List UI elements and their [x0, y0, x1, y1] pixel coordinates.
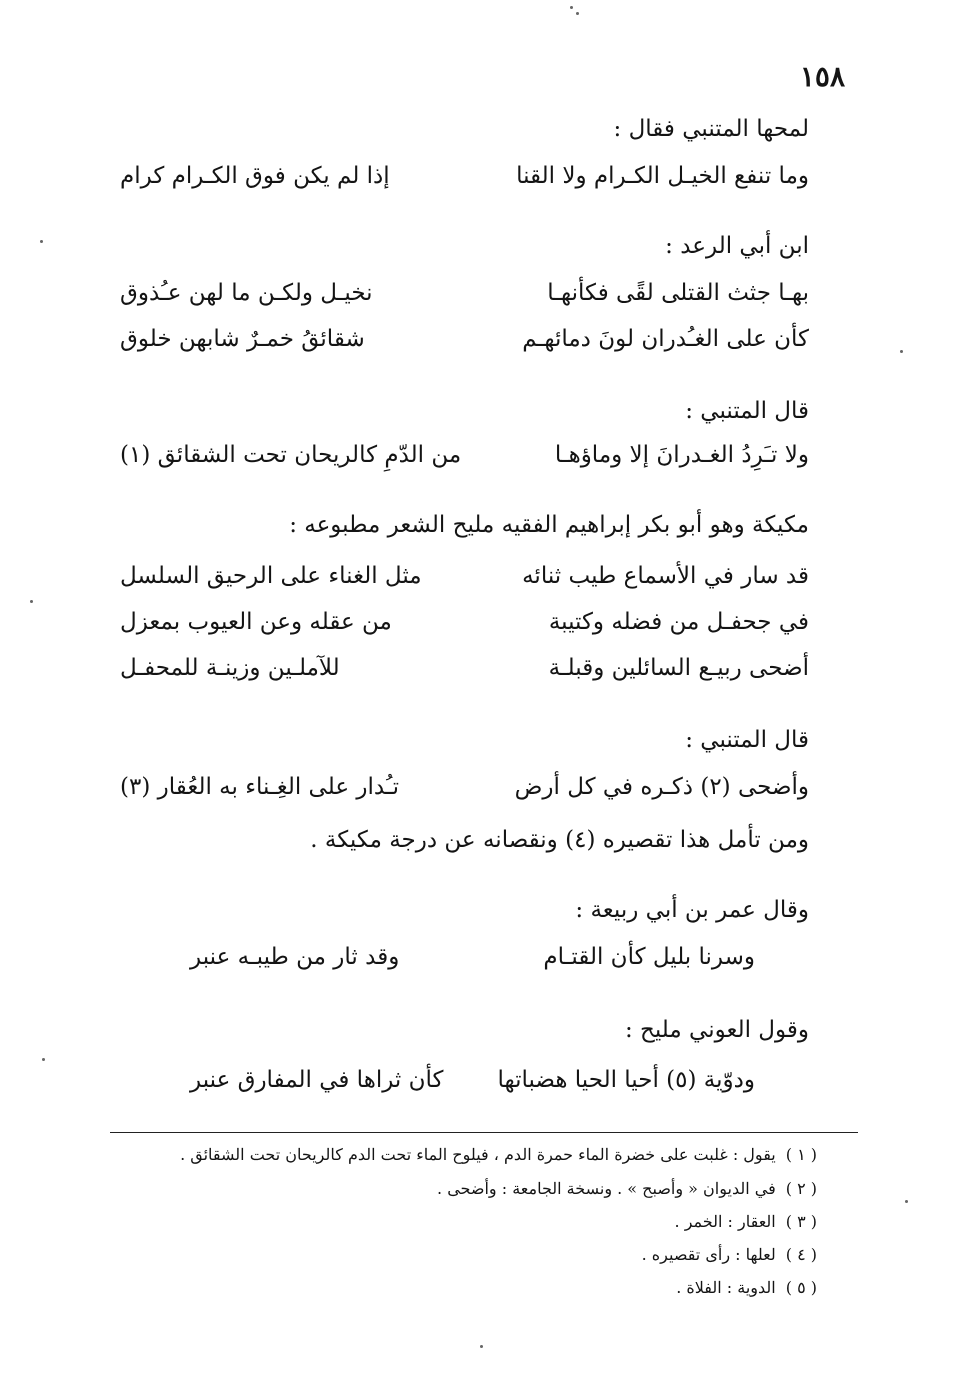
footnote-number: ( ٥ )	[785, 1278, 817, 1297]
verse-line	[190, 1067, 755, 1103]
page-number: ١٥٨	[799, 60, 845, 93]
footnote	[676, 1278, 817, 1297]
scan-speck	[900, 350, 903, 353]
footnote-separator	[110, 1132, 858, 1133]
footnote-number: ( ٢ )	[785, 1179, 817, 1198]
prose-line-commentary: ومن تأمل هذا تقصيره (٤) ونقصانه عن درجة مكيكة .	[310, 827, 809, 853]
verse-second-hemistich: نخيـل ولكـن ما لهن عـُذوق	[120, 280, 373, 306]
verse-second-hemistich: كأن ثراها في المفارق عنبر	[190, 1067, 444, 1093]
prose-line-umar-ibn-abi-rabia: وقال عمر بن أبي ربيعة :	[575, 897, 809, 923]
verse-line	[120, 655, 809, 691]
verse-line	[120, 609, 809, 645]
scan-speck	[576, 12, 579, 15]
footnote	[675, 1212, 817, 1231]
footnote-text: العقار : الخمر .	[674, 1212, 776, 1231]
verse-second-hemistich: إذا لم يكن فوق الكـرام كرام	[120, 163, 390, 189]
verse-second-hemistich: مثل الغناء على الرحيق السلسل	[120, 563, 422, 589]
scan-speck	[905, 1200, 908, 1203]
verse-second-hemistich: للآملـين وزينـة للمحفـل	[120, 655, 340, 681]
footnote	[180, 1145, 817, 1164]
verse-first-hemistich: ودوّية (٥) أحيا الحيا هضباتها	[497, 1067, 755, 1093]
verse-first-hemistich: قد سار في الأسماع طيب ثنائه	[522, 563, 809, 589]
verse-first-hemistich: في جحفـل من فضله وكتيبة	[548, 609, 809, 635]
prose-line-mutanabbi-2: قال المتنبي :	[685, 727, 809, 753]
footnote	[437, 1179, 817, 1198]
verse-first-hemistich: أضحى ربيـع السائلين وقبلـة	[548, 655, 809, 681]
footnote-text: لعلها : رأى تقصيره .	[641, 1245, 776, 1264]
scan-speck	[40, 240, 43, 243]
verse-line	[120, 326, 809, 362]
scan-speck	[570, 6, 573, 9]
verse-first-hemistich: كأن على الغـُدران لونَ دمائهـم	[522, 326, 809, 352]
verse-first-hemistich: ولا تـَرِدُ الغـدرانَ إلا وماؤهـا	[554, 442, 809, 468]
footnote-text: يقول : غلبت على خضرة الماء حمرة الدم ، فيلوح الماء تحت الدم كالريحان تحت الشقائق .	[180, 1145, 776, 1164]
verse-second-hemistich: تـُدار على الغِـناء به العُقار (٣)	[120, 774, 400, 800]
verse-second-hemistich: من الدّمِ كالريحان تحت الشقائق (١)	[120, 442, 462, 468]
footnote-number: ( ٣ )	[785, 1212, 817, 1231]
prose-line-intro-mutanabbi: لمحها المتنبي فقال :	[613, 116, 809, 142]
verse-first-hemistich: وسرنا بليل كأن القتـام	[543, 944, 755, 970]
verse-line	[120, 163, 809, 199]
footnote-number: ( ٤ )	[785, 1245, 817, 1264]
prose-line-ibn-abi-alraad: ابن أبي الرعد :	[665, 233, 809, 259]
prose-line-mutanabbi: قال المتنبي :	[685, 398, 809, 424]
footnote-number: ( ١ )	[785, 1145, 817, 1164]
verse-line	[120, 280, 809, 316]
scan-speck	[480, 1345, 483, 1348]
verse-first-hemistich: بهـا جثث القتلى لقًى فكأنهـا	[547, 280, 809, 306]
verse-second-hemistich: من عقله وعن العيوب بمعزل	[120, 609, 392, 635]
verse-second-hemistich: وقد ثار من طيبـه عنبر	[190, 944, 400, 970]
verse-first-hemistich: وما تنفع الخيـل الكـرام ولا القنا	[516, 163, 809, 189]
verse-line	[120, 563, 809, 599]
footnote	[642, 1245, 817, 1264]
verse-first-hemistich: وأضحى (٢) ذكـره في كل أرض	[514, 774, 809, 800]
footnote-text: في الديوان « وأصبح » . ونسخة الجامعة : وأضحى .	[437, 1179, 776, 1198]
prose-line-makika: مكيكة وهو أبو بكر إبراهيم الفقيه مليح الشعر مطبوعه :	[289, 512, 809, 538]
scan-speck	[30, 600, 33, 603]
scan-speck	[42, 1058, 45, 1061]
verse-line	[120, 774, 809, 810]
verse-line	[190, 944, 755, 980]
verse-second-hemistich: شقائقُ خمـرٌ شابهن خلوق	[120, 326, 365, 352]
footnote-text: الدوية : الفلاة .	[676, 1278, 776, 1297]
prose-line-alawni: وقول العوني مليح :	[624, 1017, 809, 1043]
verse-line	[120, 442, 809, 478]
